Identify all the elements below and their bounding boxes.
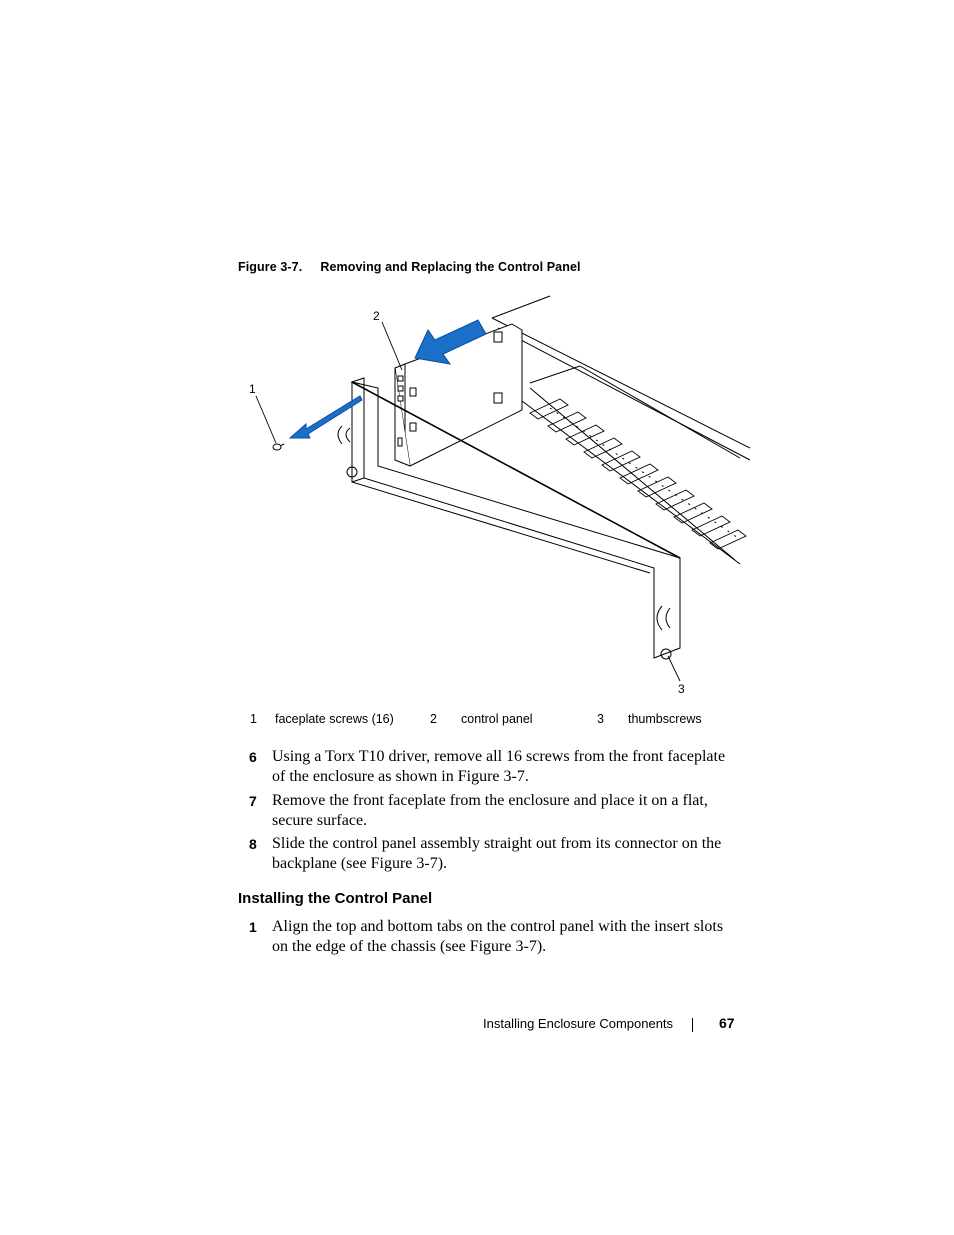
step-8 (249, 834, 739, 874)
step-text: Using a Torx T10 driver, remove all 16 screws from the front faceplate of the enclosure as shown in Figure 3-7. (272, 748, 726, 785)
screw-arrow-icon (290, 396, 362, 438)
enclosure-chassis (492, 296, 750, 564)
step-text: Remove the front faceplate from the enclosure and place it on a flat, secure surface. (272, 792, 708, 829)
faceplate-screw-icon (273, 444, 284, 450)
step-number: 6 (249, 749, 257, 765)
figure-title: Removing and Replacing the Control Panel (320, 260, 581, 274)
legend-num-1: 1 (250, 712, 257, 726)
figure-caption (238, 260, 581, 274)
legend-num-3: 3 (597, 712, 604, 726)
page-number: 67 (719, 1015, 735, 1031)
legend-label-2: control panel (461, 712, 533, 726)
callout-3: 3 (678, 682, 685, 696)
step-number: 7 (249, 793, 257, 809)
legend-label-1: faceplate screws (16) (275, 712, 394, 726)
drive-slot-guides (530, 399, 746, 549)
section-heading: Installing the Control Panel (238, 890, 433, 907)
figure-illustration (230, 288, 750, 688)
front-faceplate (338, 378, 680, 659)
step-number: 1 (249, 919, 257, 935)
footer-divider (692, 1018, 693, 1032)
step-number: 8 (249, 836, 257, 852)
step-6 (249, 747, 739, 787)
install-step-1 (249, 917, 739, 957)
step-text: Slide the control panel assembly straight out from its connector on the backplane (see Figure 3-7). (272, 835, 722, 872)
legend-num-2: 2 (430, 712, 437, 726)
step-text: Align the top and bottom tabs on the control panel with the insert slots on the edge of the chassis (see Figure 3-7). (272, 918, 724, 955)
callout-2: 2 (373, 309, 380, 323)
callout-1: 1 (249, 382, 256, 396)
figure-label: Figure 3-7. (238, 260, 303, 274)
footer-section-title: Installing Enclosure Components (483, 1016, 674, 1031)
legend-label-3: thumbscrews (628, 712, 702, 726)
step-7 (249, 791, 739, 831)
